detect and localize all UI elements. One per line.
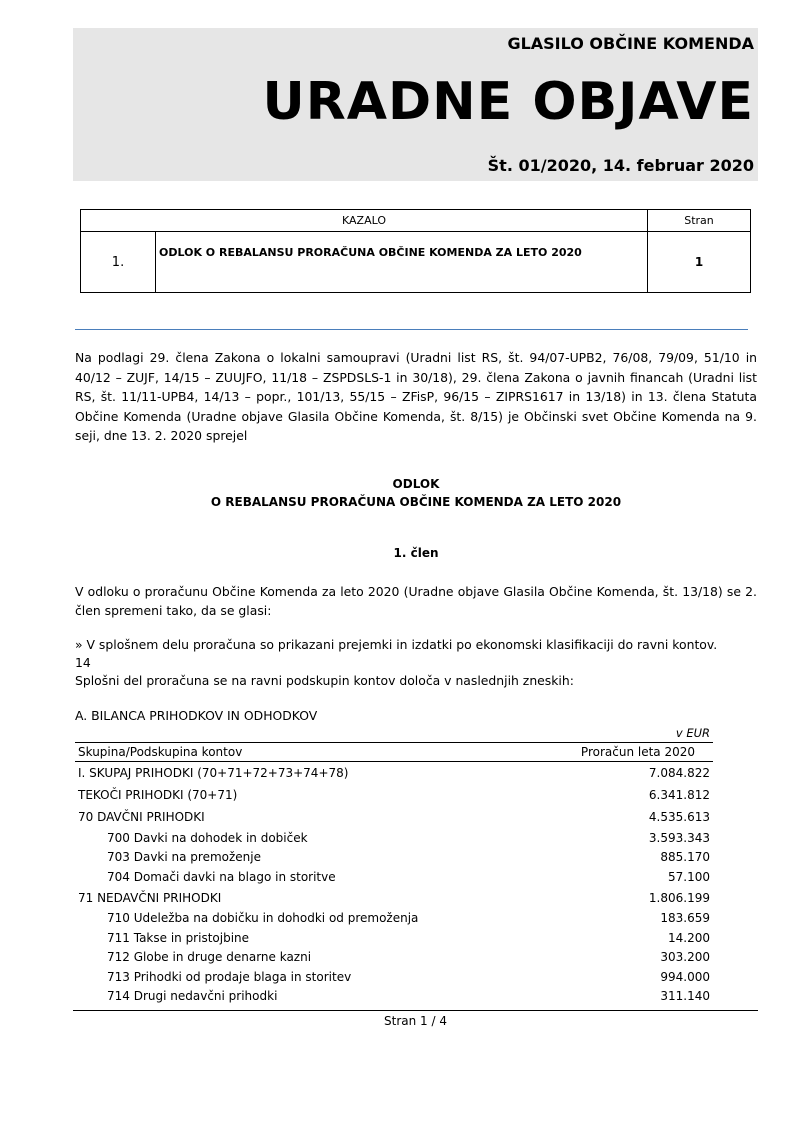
table-of-contents	[80, 209, 751, 293]
row-label: 700 Davki na dohodek in dobiček	[107, 830, 308, 845]
currency-unit: v EUR	[675, 726, 710, 740]
table-row	[75, 909, 713, 929]
footer-divider	[73, 1010, 758, 1011]
table-row	[75, 948, 713, 968]
row-value: 303.200	[660, 950, 710, 965]
divider	[75, 329, 748, 330]
article-paragraph-2	[75, 636, 757, 690]
row-value: 994.000	[660, 969, 710, 984]
row-label: 712 Globe in druge denarne kazni	[107, 950, 312, 965]
row-value: 1.806.199	[648, 890, 710, 905]
paragraph-line: Splošni del proračuna se na ravni podskupin kontov določa v naslednjih zneskih:	[75, 673, 574, 688]
issue-number: Št. 01/2020, 14. februar 2020	[487, 156, 754, 175]
table-row	[75, 848, 713, 868]
paragraph-line: » V splošnem delu proračuna so prikazani prejemki in izdatki po ekonomski klasifikaciji do ravni kontov.	[75, 637, 718, 652]
row-value: 183.659	[660, 911, 710, 926]
row-label: 703 Davki na premoženje	[107, 850, 261, 865]
row-value: 6.341.812	[648, 788, 710, 802]
page-number: Stran 1 / 4	[384, 1014, 447, 1028]
article-heading: 1. člen	[393, 546, 439, 560]
row-value: 885.170	[660, 850, 710, 865]
table-row	[75, 967, 713, 987]
toc-item-number: 1.	[81, 232, 156, 293]
decree-title-line2: O REBALANSU PRORAČUNA OBČINE KOMENDA ZA LETO 2020	[210, 495, 622, 509]
row-value: 3.593.343	[648, 830, 710, 845]
row-label: 714 Drugi nedavčni prihodki	[107, 989, 278, 1004]
budget-table	[75, 742, 713, 1006]
row-label: 713 Prihodki od prodaje blaga in storitev	[107, 969, 352, 984]
masthead	[73, 28, 758, 181]
paragraph-line: 14	[75, 655, 91, 670]
table-row	[75, 867, 713, 887]
row-value: 57.100	[668, 869, 710, 884]
preamble-paragraph: Na podlagi 29. člena Zakona o lokalni samoupravi (Uradni list RS, št. 94/07-UPB2, 76/08, 79/09, 51/10 in 40/12 – ZUJF, 14/15 – ZUUJFO, 11/18 – ZSPDSLS-1 in 30/18), 29. člena Zakona o javnih financah (Uradni list RS, št. 11/11-UPB4, 14/13 – popr., 101/13, 55/15 – ZFisP, 96/15 – ZIPRS1617 in 13/18) in 13. člena Statuta Občine Komenda (Uradne objave Glasila Občine Komenda, št. 8/15) je Občinski svet Občine Komenda na 9. seji, dne 13. 2. 2020 sprejel	[75, 350, 757, 443]
row-label: I. SKUPAJ PRIHODKI (70+71+72+73+74+78)	[78, 766, 349, 780]
row-value: 311.140	[660, 989, 710, 1004]
column-header-budget: Proračun leta 2020	[534, 743, 713, 762]
table-row	[75, 784, 713, 806]
row-label: 711 Takse in pristojbine	[107, 930, 250, 945]
table-row	[75, 887, 713, 909]
article-paragraph: V odloku o proračunu Občine Komenda za leto 2020 (Uradne objave Glasila Občine Komenda, št. 13/18) se 2. člen spremeni tako, da se glasi:	[75, 584, 757, 618]
publication-title: URADNE OBJAVE	[262, 72, 754, 132]
decree-title	[75, 475, 757, 511]
row-value: 4.535.613	[648, 810, 710, 824]
row-value: 14.200	[668, 930, 710, 945]
row-label: 710 Udeležba na dobičku in dohodki od premoženja	[107, 911, 419, 926]
table-row	[75, 828, 713, 848]
toc-row[interactable]	[81, 232, 751, 293]
row-label: TEKOČI PRIHODKI (70+71)	[78, 788, 238, 802]
toc-item-title[interactable]: ODLOK O REBALANSU PRORAČUNA OBČINE KOMENDA ZA LETO 2020	[156, 232, 648, 293]
toc-heading: KAZALO	[81, 210, 648, 232]
table-row	[75, 806, 713, 828]
section-heading: A. BILANCA PRIHODKOV IN ODHODKOV	[75, 708, 318, 723]
table-row	[75, 928, 713, 948]
table-row	[75, 762, 713, 785]
row-label: 70 DAVČNI PRIHODKI	[78, 810, 205, 824]
table-row	[75, 987, 713, 1007]
decree-title-line1: ODLOK	[392, 477, 440, 491]
publication-name: GLASILO OBČINE KOMENDA	[507, 34, 754, 53]
row-value: 7.084.822	[648, 766, 710, 780]
toc-page-heading: Stran	[648, 210, 751, 232]
column-header-group: Skupina/Podskupina kontov	[75, 743, 534, 762]
row-label: 704 Domači davki na blago in storitve	[107, 869, 336, 884]
row-label: 71 NEDAVČNI PRIHODKI	[78, 890, 222, 905]
toc-item-page: 1	[648, 232, 751, 293]
